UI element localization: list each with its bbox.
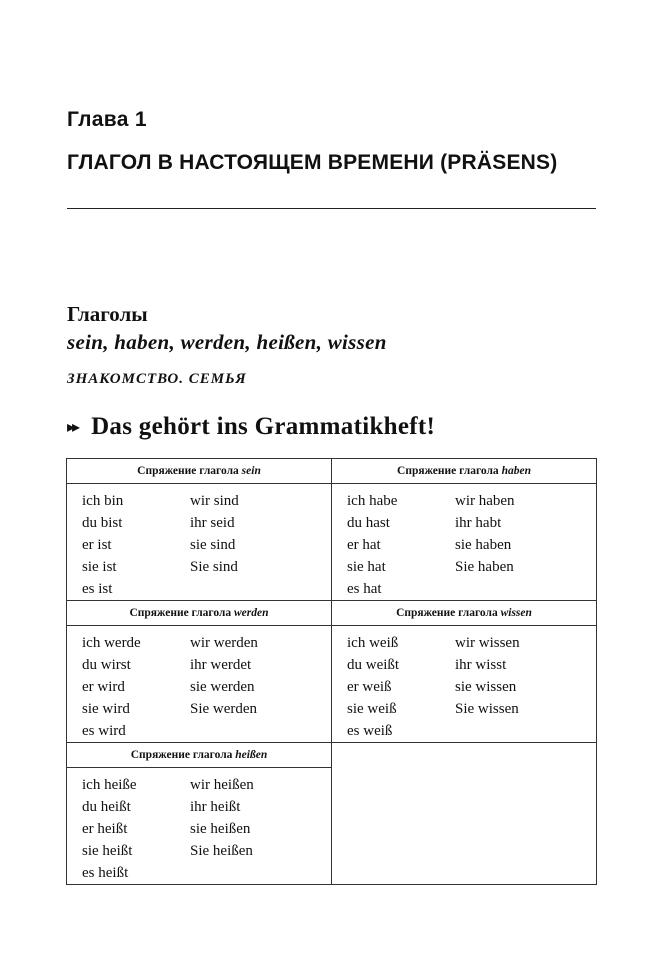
conjugation-table — [66, 458, 597, 885]
form-singular: du wirst — [82, 657, 131, 673]
form-plural: Sie sind — [190, 559, 238, 575]
form-plural: sie haben — [455, 537, 512, 553]
grammar-heading — [67, 413, 435, 441]
conjugation-cell-sein — [67, 459, 332, 601]
conjugation-cell-wissen — [332, 601, 597, 743]
conjugation-header: Спряжение глагола werden — [67, 601, 331, 626]
chapter-title: ГЛАГОЛ В НАСТОЯЩЕМ ВРЕМЕНИ (PRÄSENS) — [67, 151, 558, 174]
form-singular: sie weiß — [347, 701, 397, 717]
form-singular: du heißt — [82, 799, 131, 815]
form-singular: ich heiße — [82, 777, 137, 793]
conjugation-cell-heissen — [67, 743, 332, 885]
form-singular: es heißt — [82, 865, 129, 881]
conjugation-header: Спряжение глагола haben — [332, 459, 596, 484]
form-plural: Sie wissen — [455, 701, 519, 717]
form-singular: sie ist — [82, 559, 117, 575]
form-plural: ihr heißt — [190, 799, 241, 815]
form-plural: ihr seid — [190, 515, 235, 531]
form-singular: es ist — [82, 581, 113, 597]
form-singular: du bist — [82, 515, 123, 531]
double-arrow-icon: ▸▸ — [67, 419, 78, 436]
form-plural: ihr werdet — [190, 657, 252, 673]
form-singular: ich bin — [82, 493, 124, 509]
form-plural: wir werden — [190, 635, 258, 651]
conjugation-forms — [67, 626, 331, 742]
form-plural: wir wissen — [455, 635, 520, 651]
form-singular: er wird — [82, 679, 125, 695]
form-plural: wir sind — [190, 493, 239, 509]
section-heading: Глаголы — [67, 302, 148, 326]
conjugation-forms — [332, 626, 596, 742]
form-singular: er ist — [82, 537, 112, 553]
conjugation-cell-empty — [332, 743, 597, 885]
form-plural: wir heißen — [190, 777, 254, 793]
form-singular: es wird — [82, 723, 126, 739]
conjugation-cell-werden — [67, 601, 332, 743]
title-divider — [67, 208, 596, 209]
form-plural: ihr habt — [455, 515, 502, 531]
form-singular: es hat — [347, 581, 382, 597]
form-plural: Sie haben — [455, 559, 514, 575]
form-singular: sie wird — [82, 701, 130, 717]
grammar-heading-text: Das gehört ins Grammatikheft! — [91, 413, 436, 440]
conjugation-cell-haben — [332, 459, 597, 601]
conjugation-forms — [332, 484, 596, 600]
form-plural: sie sind — [190, 537, 236, 553]
form-singular: ich werde — [82, 635, 141, 651]
form-singular: er heißt — [82, 821, 128, 837]
form-singular: ich weiß — [347, 635, 399, 651]
form-singular: sie heißt — [82, 843, 133, 859]
topic-line: ЗНАКОМСТВО. СЕМЬЯ — [67, 371, 247, 387]
form-singular: du hast — [347, 515, 390, 531]
form-plural: sie heißen — [190, 821, 251, 837]
conjugation-header: Спряжение глагола sein — [67, 459, 331, 484]
conjugation-forms — [67, 484, 331, 600]
conjugation-header: Спряжение глагола heißen — [67, 743, 331, 768]
form-singular: du weißt — [347, 657, 400, 673]
form-plural: ihr wisst — [455, 657, 507, 673]
chapter-label: Глава 1 — [67, 108, 147, 131]
form-singular: er hat — [347, 537, 381, 553]
conjugation-header: Спряжение глагола wissen — [332, 601, 596, 626]
form-plural: Sie werden — [190, 701, 258, 717]
verbs-list: sein, haben, werden, heißen, wissen — [67, 330, 387, 354]
form-singular: ich habe — [347, 493, 398, 509]
form-plural: sie wissen — [455, 679, 517, 695]
form-singular: es weiß — [347, 723, 393, 739]
form-plural: wir haben — [455, 493, 515, 509]
form-singular: sie hat — [347, 559, 386, 575]
form-plural: Sie heißen — [190, 843, 253, 859]
form-plural: sie werden — [190, 679, 255, 695]
form-singular: er weiß — [347, 679, 392, 695]
conjugation-forms — [67, 768, 331, 884]
